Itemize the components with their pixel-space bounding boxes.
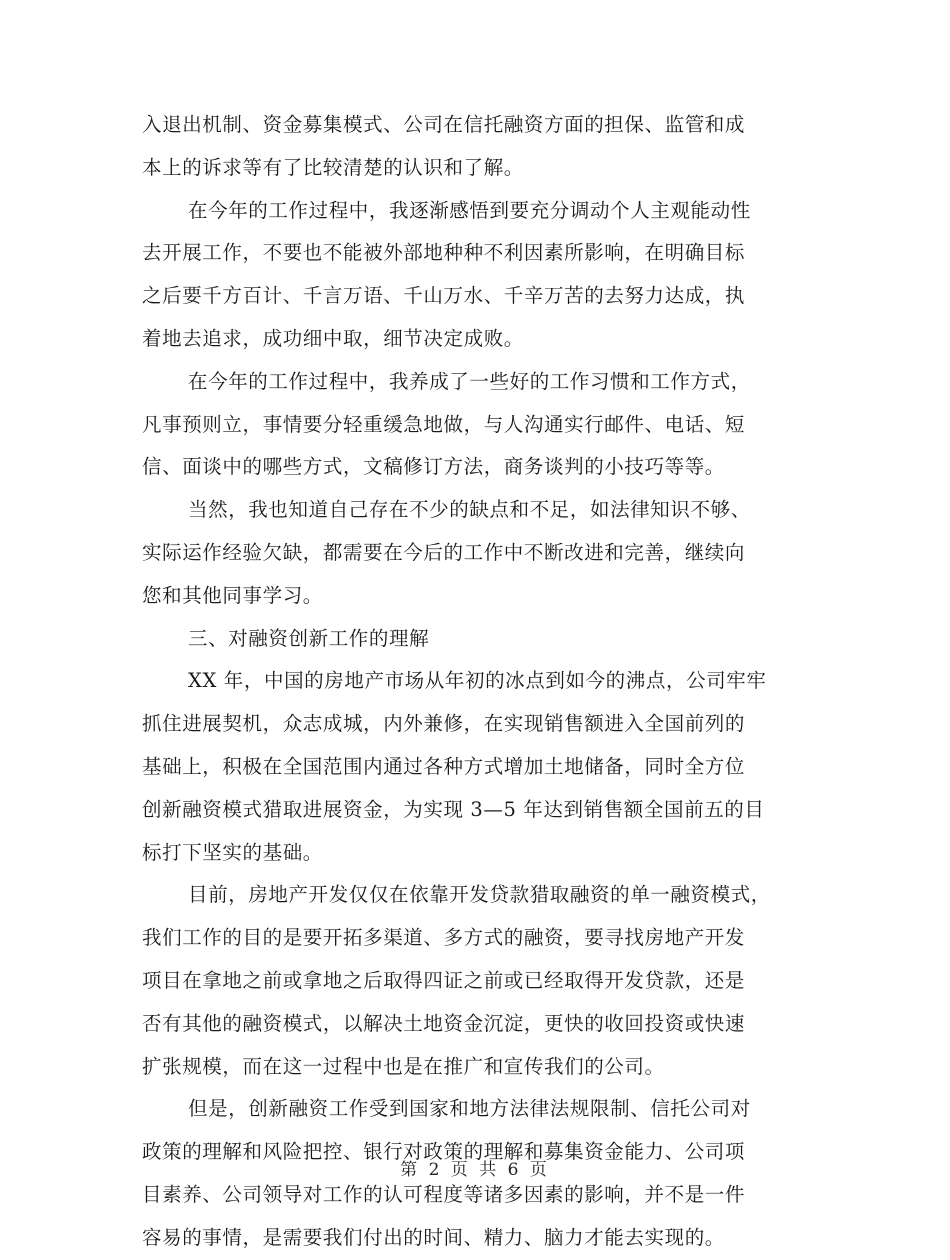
text-line: 标打下坚实的基础。: [142, 840, 323, 864]
paragraph: [142, 104, 808, 190]
page-footer: 第 2 页 共 6 页: [400, 1160, 550, 1180]
text-line: 信、面谈中的哪些方式，文稿修订方法，商务谈判的小技巧等等。: [142, 455, 725, 479]
text-line: 凡事预则立，事情要分轻重缓急地做，与人沟通实行邮件、电话、短: [142, 412, 746, 436]
paragraph: [142, 874, 808, 1088]
text-line: 三、对融资创新工作的理解: [188, 626, 430, 650]
text-line: 否有其他的融资模式，以解决土地资金沉淀，更快的收回投资或快速: [142, 1011, 746, 1035]
text-line: 在今年的工作过程中，我逐渐感悟到要充分调动个人主观能动性: [188, 198, 751, 222]
paragraph: [142, 660, 808, 874]
text-line: 着地去追求，成功细中取，细节决定成败。: [142, 326, 524, 350]
text-line: 但是，创新融资工作受到国家和地方法律法规限制、信托公司对: [188, 1097, 751, 1121]
text-line: 之后要千方百计、千言万语、千山万水、千辛万苦的去努力达成，执: [142, 284, 746, 308]
text-line: 当然，我也知道自己存在不少的缺点和不足，如法律知识不够、: [188, 498, 751, 522]
text-line: 去开展工作，不要也不能被外部地种种不利因素所影响，在明确目标: [142, 241, 746, 265]
text-line: 创新融资模式猎取进展资金，为实现 3—5 年达到销售额全国前五的目: [142, 797, 765, 821]
text-line: 入退出机制、资金募集模式、公司在信托融资方面的担保、监管和成: [142, 113, 746, 136]
text-line: 在今年的工作过程中，我养成了一些好的工作习惯和工作方式，: [188, 369, 751, 393]
paragraph: [142, 618, 808, 661]
text-line: 政策的理解和风险把控、银行对政策的理解和募集资金能力、公司项: [142, 1140, 746, 1164]
text-line: 目前，房地产开发仅仅在依靠开发贷款猎取融资的单一融资模式，: [188, 883, 771, 907]
text-line: 我们工作的目的是要开拓多渠道、多方式的融资，要寻找房地产开发: [142, 926, 746, 950]
text-line: 实际运作经验欠缺，都需要在今后的工作中不断改进和完善，继续向: [142, 540, 746, 564]
text-line: 您和其他同事学习。: [142, 583, 323, 607]
text-line: 目素养、公司领导对工作的认可程度等诸多因素的影响，并不是一件: [142, 1182, 746, 1206]
paragraph: [142, 489, 808, 617]
paragraph: [142, 361, 808, 489]
text-line: XX 年，中国的房地产市场从年初的冰点到如今的沸点，公司牢牢: [188, 669, 767, 693]
text-line: 本上的诉求等有了比较清楚的认识和了解。: [142, 155, 524, 179]
body-text: [142, 104, 808, 1260]
paragraph: [142, 190, 808, 361]
text-line: 项目在拿地之前或拿地之后取得四证之前或已经取得开发贷款，还是: [142, 968, 746, 992]
text-line: 基础上，积极在全国范围内通过各种方式增加土地储备，同时全方位: [142, 754, 746, 778]
text-line: 抓住进展契机，众志成城，内外兼修，在实现销售额进入全国前列的: [142, 712, 746, 736]
text-line: 容易的事情，是需要我们付出的时间、精力、脑力才能去实现的。: [142, 1225, 725, 1249]
text-line: 扩张规模，而在这一过程中也是在推广和宣传我们的公司。: [142, 1054, 665, 1078]
